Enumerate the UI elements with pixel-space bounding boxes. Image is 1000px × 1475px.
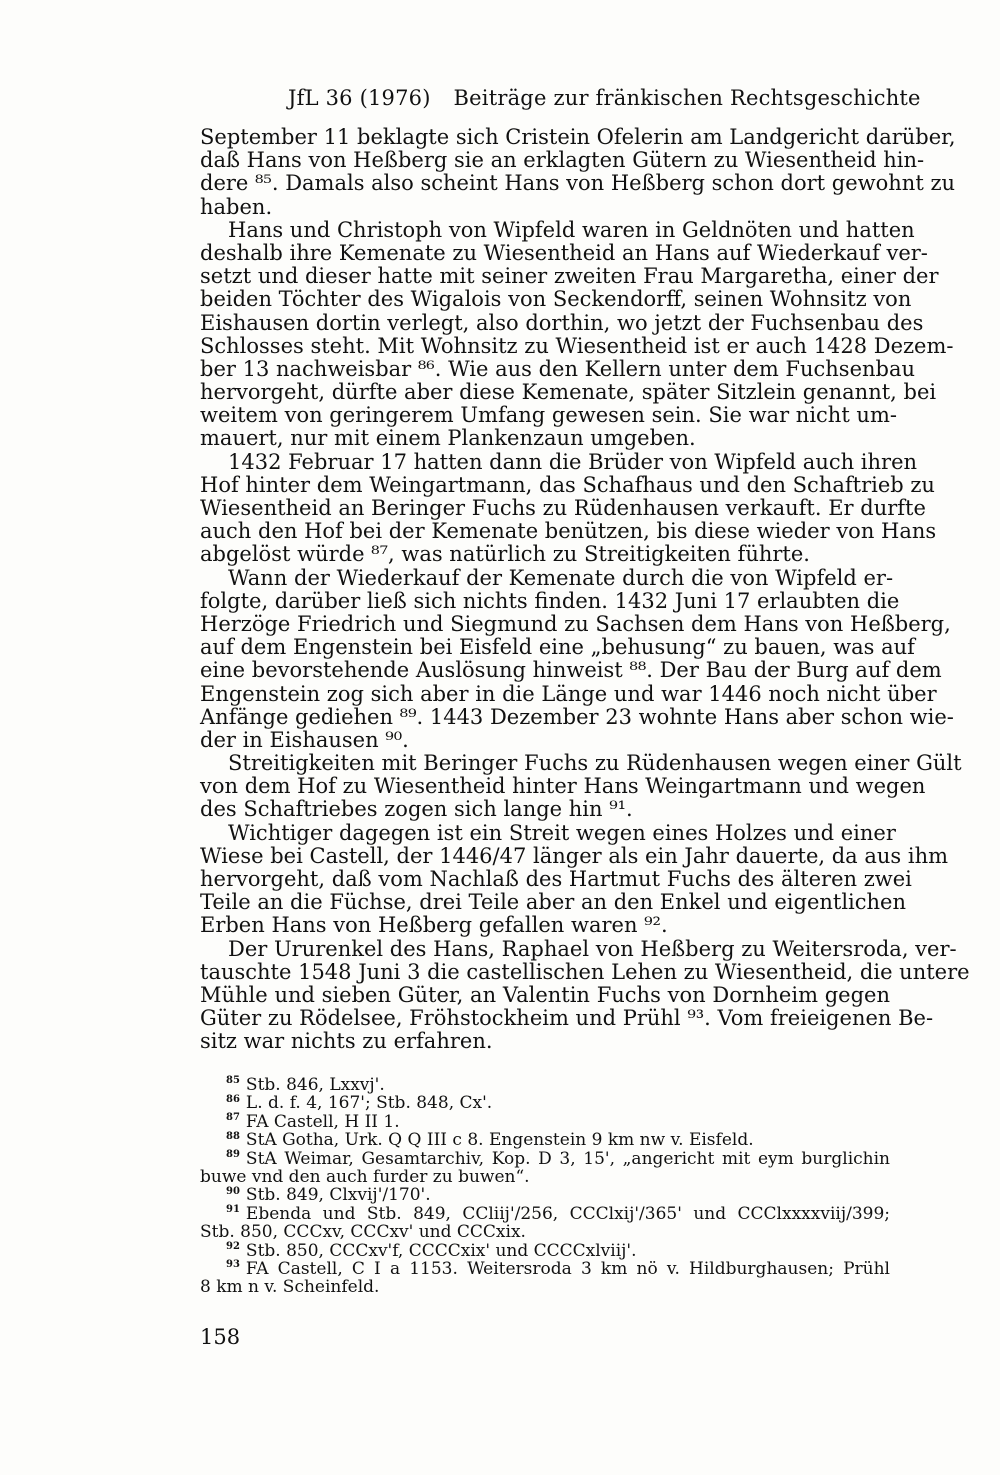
footnote-line [200,1242,890,1260]
footnote-line [200,1260,890,1278]
body-line: deshalb ihre Kemenate zu Wiesentheid an Hans auf Wiederkauf ver- [200,240,928,265]
body-line: Herzöge Friedrich und Siegmund zu Sachsen dem Hans von Heßberg, [200,611,951,636]
footnote-line [200,1278,890,1296]
footnote-text: FA Castell, H II 1. [245,1111,400,1132]
body-line: eine bevorstehende Auslösung hinweist ⁸⁸. Der Bau der Burg auf dem [200,658,942,683]
footnote-number: 85 [226,1075,240,1087]
body-line: 1432 Februar 17 hatten dann die Brüder von Wipfeld auch ihren [228,449,918,474]
footnote-number: 86 [226,1093,240,1105]
body-line: daß Hans von Heßberg sie an erklagten Gütern zu Wiesentheid hin- [200,148,925,173]
footnote-text: Stb. 850, CCCxv, CCCxv' und CCCxix. [200,1222,526,1243]
body-line: auf dem Engenstein bei Eisfeld eine „behusung“ zu bauen, was auf [200,635,915,660]
footnote-number: 92 [226,1240,240,1252]
footnote-text: 8 km n v. Scheinfeld. [200,1277,380,1298]
body-line: September 11 beklagte sich Cristein Ofelerin am Landgericht darüber, [200,125,956,149]
body-line: Wiese bei Castell, der 1446/47 länger als ein Jahr dauerte, da aus ihm [200,843,949,868]
body-line: Hans und Christoph von Wipfeld waren in Geldnöten und hatten [228,217,915,242]
body-line: Streitigkeiten mit Beringer Fuchs zu Rüdenhausen wegen einer Gült [228,751,962,776]
body-line: des Schaftriebes zogen sich lange hin ⁹¹. [200,797,633,822]
footnote-text: FA Castell, C I a 1153. Weitersroda 3 km nö v. Hildburghausen; Prühl [245,1258,890,1279]
body-line: von dem Hof zu Wiesentheid hinter Hans Weingartmann und wegen [200,774,926,799]
body-line: Teile an die Füchse, drei Teile aber an den Enkel und eigentlichen [200,890,907,915]
footnote-text: buwe vnd den auch furder zu buwen“. [200,1166,530,1187]
footnote-line [200,1113,890,1131]
footnote-line [200,1150,890,1168]
body-line: folgte, darüber ließ sich nichts finden. 1432 Juni 17 erlaubten die [200,588,900,613]
body-line: Erben Hans von Heßberg gefallen waren ⁹². [200,913,668,938]
body-line: abgelöst würde ⁸⁷, was natürlich zu Streitigkeiten führte. [200,542,810,567]
footnote-line [200,1094,890,1112]
body-line: hervorgeht, dürfte aber diese Kemenate, später Sitzlein genannt, bei [200,380,937,405]
body-line: der in Eishausen ⁹⁰. [200,727,409,752]
body-line: Schlosses steht. Mit Wohnsitz zu Wiesentheid ist er auch 1428 Dezem- [200,333,954,358]
footnote-line [200,1186,890,1204]
footnote-number: 89 [226,1148,240,1160]
footnote-text: Stb. 846, Lxxvj'. [245,1075,385,1095]
body-line: beiden Töchter des Wigalois von Seckendorff, seinen Wohnsitz von [200,287,912,312]
body-line: ber 13 nachweisbar ⁸⁶. Wie aus den Kellern unter dem Fuchsenbau [200,356,916,381]
footnote-line [200,1168,890,1186]
body-line: haben. [200,194,273,219]
footnotes [200,1076,890,1297]
body-line: mauert, nur mit einem Plankenzaun umgeben. [200,426,696,451]
body-text [200,125,970,1054]
body-line: setzt und dieser hatte mit seiner zweiten Frau Margaretha, einer der [200,264,939,289]
body-line: dere ⁸⁵. Damals also scheint Hans von Heßberg schon dort gewohnt zu [200,171,956,196]
footnote-text: Stb. 849, Clxvij'/170'. [245,1185,431,1206]
footnote-text: Stb. 850, CCCxv'f, CCCCxix' und CCCCxlviij'. [245,1240,637,1261]
body-line: Engenstein zog sich aber in die Länge und war 1446 noch nicht über [200,681,937,706]
footnote-text: StA Weimar, Gesamtarchiv, Kop. D 3, 15', „angericht mit eym burglichin [245,1148,890,1169]
body-line: Mühle und sieben Güter, an Valentin Fuchs von Dornheim gegen [200,982,890,1007]
footnote-line [200,1223,890,1241]
running-header [288,86,921,110]
footnote-line [200,1205,890,1223]
body-line: Eishausen dortin verlegt, also dorthin, wo jetzt der Fuchsenbau des [200,310,924,335]
body-line: sitz war nichts zu erfahren. [200,1029,493,1054]
body-line: Wichtiger dagegen ist ein Streit wegen eines Holzes und einer [228,820,896,845]
journal-citation: JfL 36 (1976) [288,86,431,110]
body-line: Anfänge gediehen ⁸⁹. 1443 Dezember 23 wohnte Hans aber schon wie- [200,704,954,729]
footnote-number: 90 [226,1185,240,1197]
body-line: Der Ururenkel des Hans, Raphael von Heßberg zu Weitersroda, ver- [228,936,957,961]
body-line: Güter zu Rödelsee, Fröhstockheim und Prühl ⁹³. Vom freieigenen Be- [200,1006,934,1031]
footnote-line [200,1076,890,1094]
page-number: 158 [200,1325,241,1349]
footnote-line [200,1131,890,1149]
footnote-text: Ebenda und Stb. 849, CCliij'/256, CCClxij'/365' und CCClxxxxviij/399; [245,1203,890,1224]
body-line: auch den Hof bei der Kemenate benützen, bis diese wieder von Hans [200,519,937,544]
footnote-number: 93 [226,1259,240,1271]
body-line: weitem von geringerem Umfang gewesen sein. Sie war nicht um- [200,403,897,428]
body-line: Hof hinter dem Weingartmann, das Schafhaus und den Schaftrieb zu [200,472,935,497]
footnote-number: 87 [226,1112,240,1124]
footnote-number: 91 [226,1204,240,1216]
running-title: Beiträge zur fränkischen Rechtsgeschichte [453,86,921,110]
footnote-text: L. d. f. 4, 167'; Stb. 848, Cx'. [245,1093,493,1114]
body-line: hervorgeht, daß vom Nachlaß des Hartmut Fuchs des älteren zwei [200,867,912,891]
body-line: Wann der Wiederkauf der Kemenate durch die von Wipfeld er- [228,565,894,590]
body-line: Wiesentheid an Beringer Fuchs zu Rüdenhausen verkauft. Er durfte [200,496,926,520]
body-line: tauschte 1548 Juni 3 die castellischen Lehen zu Wiesentheid, die untere [200,959,970,984]
footnote-text: StA Gotha, Urk. Q Q III c 8. Engenstein 9 km nw v. Eisfeld. [245,1130,754,1151]
footnote-number: 88 [226,1130,240,1142]
